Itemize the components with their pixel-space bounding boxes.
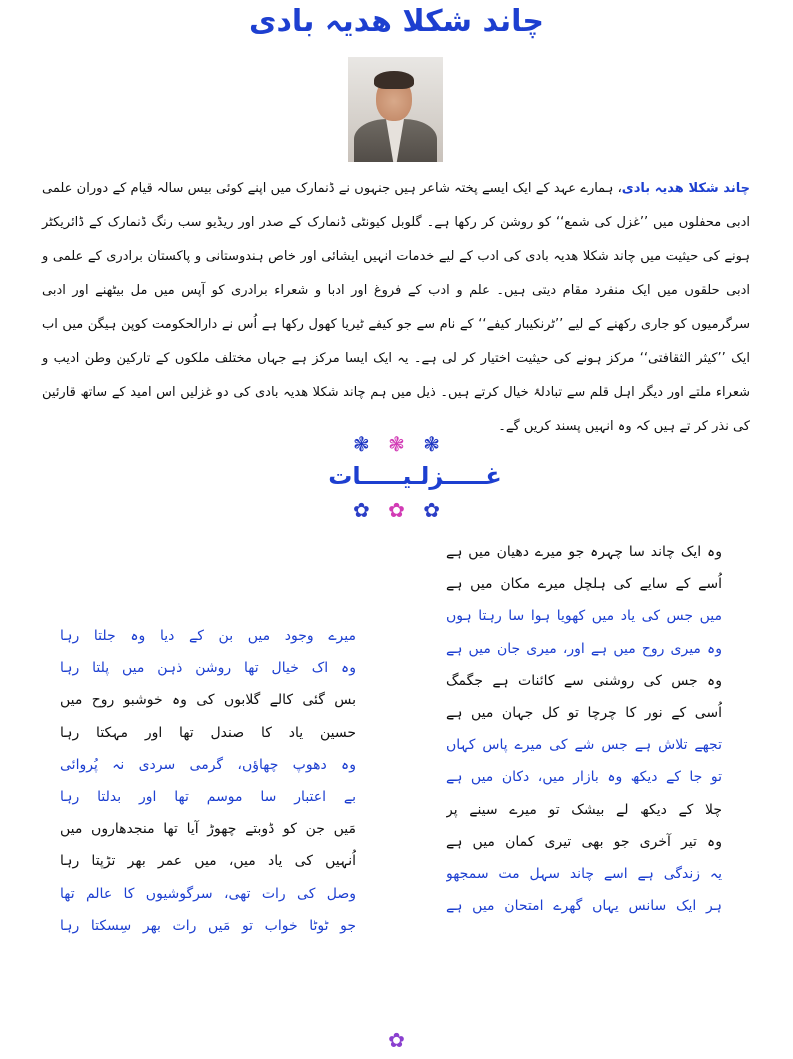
ghazal-left-column xyxy=(60,620,356,942)
ghazal-line: یہ زندگی ہے اسے چاند سہل مت سمجھو xyxy=(446,865,722,882)
ghazal-line: وصل کی رات تھی، سرگوشیوں کا عالم تھا xyxy=(60,885,356,902)
flower-ornament-icon: ❃ xyxy=(423,432,440,456)
poet-photo xyxy=(348,57,443,162)
footer-flower-icon: ✿ xyxy=(388,1028,405,1052)
photo-hair xyxy=(374,71,414,89)
ghazal-line: تجھے تلاش ہے جس شے کی میرے پاس کہاں xyxy=(446,737,722,754)
ghazal-line: اُنہیں کی یاد میں، میں عمر بھر تڑپتا رہا xyxy=(60,853,356,870)
ghazal-line: بس گئی کالے گلابوں کی وہ خوشبو روح میں xyxy=(60,692,356,709)
ornament-row-bottom xyxy=(0,498,793,522)
ghazal-line: چلا کے دیکھ لے بیشک تو میرے سینے پر xyxy=(446,801,722,818)
ghazal-right-column xyxy=(446,536,722,922)
ghazal-line: میرے وجود میں بن کے دیا وہ جلتا رہا xyxy=(60,628,356,644)
ghazal-line: میں جس کی یاد میں کھویا ہوا سا رہتا ہوں xyxy=(446,608,722,625)
ghazal-line: وہ میری روح میں ہے اور، میری جان میں ہے xyxy=(446,640,722,657)
flower-ornament-icon: ❃ xyxy=(388,432,405,456)
poet-name: چاند شکلا ھدیہ بادی xyxy=(621,181,750,196)
ghazal-line: حسین یاد کا صندل تھا اور مہکتا رہا xyxy=(60,724,356,741)
intro-text: ، ہمارے عہد کے ایک ایسے پختہ شاعر ہیں جنہوں نے ڈنمارک میں اپنے کوئی بیس سالہ قیام کے دوران علمی ادبی محفلوں میں ’’غزل کی شمع‘‘ کو روشن کر رکھا ہے۔ گلوبل کیونٹی ڈنمارک کے صدر اور ریڈیو سب رنگ ڈنمارک کے ڈائریکٹر ہونے کی حیثیت میں چاند شکلا ھدیہ بادی کی ادب کے لیے خدمات انہیں ایشائی اور خاص ہندوستانی و پاکستان برادری کے علمی و ادبی حلقوں میں ایک منفرد مقام دیتی ہیں۔ علم و ادب کے فروغ اور ادبا و شعراء برادری کو آپس میں مل بیٹھنے اور ادبی سرگرمیوں کو جاری رکھنے کے لیے ’’ٹرنکیبار کیفے‘‘ کے نام سے جو کیفے ٹیریا کھول رکھا ہے اُس نے دارالحکومت کوپن ہیگن میں اب ایک ’’کیثر الثقافتی‘‘ مرکز ہونے کی حیثیت اختیار کر لی ہے۔ یہ ایک ایسا مرکز ہے جہاں مختلف ملکوں کے تارکین وطن ادیب و شعراء ملتے اور دیگر اہل قلم سے تبادلۂ خیال کرتے ہیں۔ ذیل میں ہم چاند شکلا ھدیہ بادی کی دو غزلیں اس امید کے ساتھ قارئین کی نذر کر تے ہیں کہ وہ انہیں پسند کریں گے۔ xyxy=(42,181,750,434)
ghazal-line: وہ اک خیال تھا روشن ذہن میں پلتا رہا xyxy=(60,660,356,677)
ghazal-line: اُسے کے سایے کی ہلچل میرے مکان میں ہے xyxy=(446,576,722,593)
flower-ornament-icon: ✿ xyxy=(388,498,405,522)
ghazal-line: وہ ایک چاند سا چہرہ جو میرے دھیان میں ہے xyxy=(446,544,722,560)
page-title: چاند شکلا ھدیہ بادی xyxy=(249,4,544,39)
ghazal-line: تو جا کے دیکھ وہ بازار میں، دکان میں ہے xyxy=(446,769,722,786)
ghazal-line: وہ جس کی روشنی سے کائنات ہے جگمگ xyxy=(446,672,722,689)
flower-ornament-icon: ✿ xyxy=(423,498,440,522)
ghazal-line: وہ تیر آخری جو بھی تیری کمان میں ہے xyxy=(446,833,722,850)
ghazal-line: ہر ایک سانس یہاں گھرے امتحان میں ہے xyxy=(446,898,722,915)
ghazal-line: مَیں جن کو ڈوبتے چھوڑ آیا تھا منجدھاروں میں xyxy=(60,821,356,838)
ghazal-line: جو ٹوٹا خواب تو مَیں رات بھر سِسکتا رہا xyxy=(60,917,356,934)
ornament-row-top xyxy=(0,432,793,456)
ghazal-line: اُسی کے نور کا چرچا تو کل جہان میں ہے xyxy=(446,704,722,721)
ghazal-line: وہ دھوپ چھاؤں، گرمی سردی نہ پُروائی xyxy=(60,756,356,773)
ghazaliyat-heading: غـــــزلـيـــــات xyxy=(328,462,502,490)
flower-ornament-icon: ❃ xyxy=(352,432,370,456)
flower-ornament-icon: ✿ xyxy=(352,498,370,522)
ghazal-line: بے اعتبار سا موسم تھا اور بدلتا رہا xyxy=(60,788,356,805)
intro-paragraph xyxy=(42,172,750,444)
